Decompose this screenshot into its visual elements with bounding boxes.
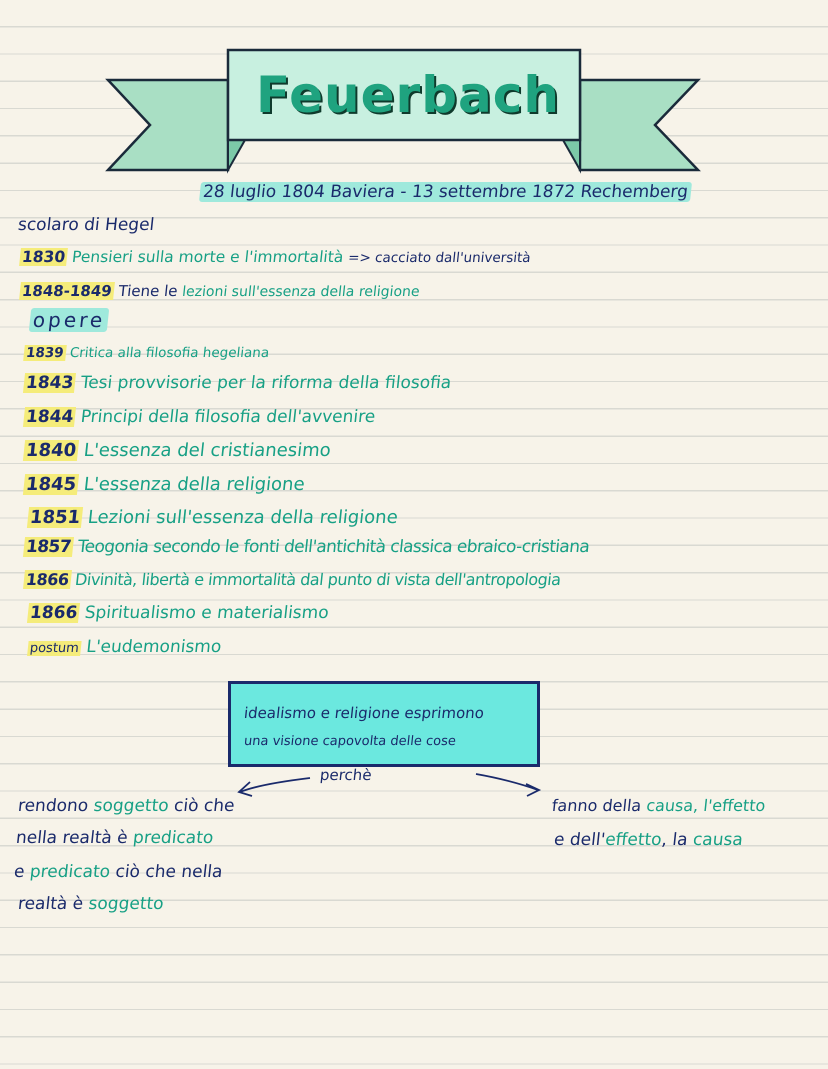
opere-title: L'essenza della religione	[82, 474, 306, 495]
opere-title: Teogonia secondo le fonti dell'antichità classica ebraico-cristiana	[76, 537, 591, 557]
opere-year: 1840	[24, 440, 78, 461]
opere-title: L'essenza del cristianesimo	[82, 440, 332, 461]
opere-year: 1857	[24, 537, 72, 557]
ln-word: soggetto	[87, 894, 165, 914]
ln-word: realtà è	[16, 894, 85, 914]
opere-year: 1866	[25, 570, 70, 589]
ln-word: rendono	[16, 796, 90, 816]
dates-text: 28 luglio 1804 Baviera - 13 settembre 1872 Rechemberg	[199, 182, 692, 202]
rn-word: , la	[660, 830, 689, 850]
opere-title: Spiritualismo e materialismo	[83, 603, 330, 623]
text-1848-teal: lezioni sull'essenza della religione	[181, 284, 421, 300]
year-1848: 1848-1849	[21, 282, 113, 300]
year-1830: 1830	[21, 248, 67, 266]
ln-word: ciò che	[173, 796, 236, 816]
opere-label-text: opere	[29, 308, 110, 332]
ln-word: ciò che nella	[114, 862, 224, 882]
scolaro-text: scolaro di Hegel	[16, 215, 156, 235]
opere-year: 1845	[24, 474, 78, 495]
opere-year: 1839	[25, 345, 65, 361]
rn-word: fanno della	[551, 796, 643, 815]
opere-year: 1866	[28, 603, 79, 623]
ln-word: predicato	[28, 862, 112, 882]
rn-word: effetto	[604, 830, 663, 850]
rn-word: causa	[691, 830, 744, 850]
left-arrow	[240, 778, 310, 792]
left-note-line	[17, 894, 165, 914]
ln-word: nella realtà è	[14, 828, 129, 848]
opere-title: L'eudemonismo	[85, 637, 223, 657]
box-line-2: una visione capovolta delle cose	[243, 734, 457, 749]
text-1848-navy: Tiene le	[117, 282, 179, 300]
ln-word: e	[12, 862, 26, 882]
right-note-line	[551, 796, 766, 815]
perche-label: perchè	[319, 766, 373, 784]
opere-title: Principi della filosofia dell'avvenire	[79, 407, 377, 427]
opere-year: postum	[29, 641, 80, 656]
rn-word: , l'effetto	[692, 796, 767, 815]
opere-title: Critica alla filosofia hegeliana	[69, 345, 271, 361]
opere-year: 1843	[24, 373, 75, 393]
text-1830-arrow: => cacciato dall'università	[347, 250, 532, 266]
left-note-line	[17, 796, 236, 816]
left-note-line	[13, 862, 224, 882]
rn-word: e dell'	[552, 830, 607, 850]
opere-title: Lezioni sull'essenza della religione	[86, 507, 399, 528]
opere-year: 1851	[28, 507, 82, 528]
right-arrow-head	[526, 784, 539, 796]
right-arrow	[476, 774, 538, 790]
rn-word: causa	[645, 796, 695, 815]
opere-title: Divinità, libertà e immortalità dal punto di vista dell'antropologia	[74, 570, 562, 589]
left-note-line	[15, 828, 214, 848]
opere-title: Tesi provvisorie per la riforma della filosofia	[79, 373, 453, 393]
ln-word: soggetto	[92, 796, 170, 816]
ln-word: predicato	[132, 828, 215, 848]
page-title: Feuerbach	[256, 66, 560, 124]
text-1830: Pensieri sulla morte e l'immortalità	[71, 248, 345, 266]
right-note-line	[553, 830, 744, 850]
box-line-1: idealismo e religione esprimono	[243, 704, 485, 722]
opere-year: 1844	[24, 407, 75, 427]
